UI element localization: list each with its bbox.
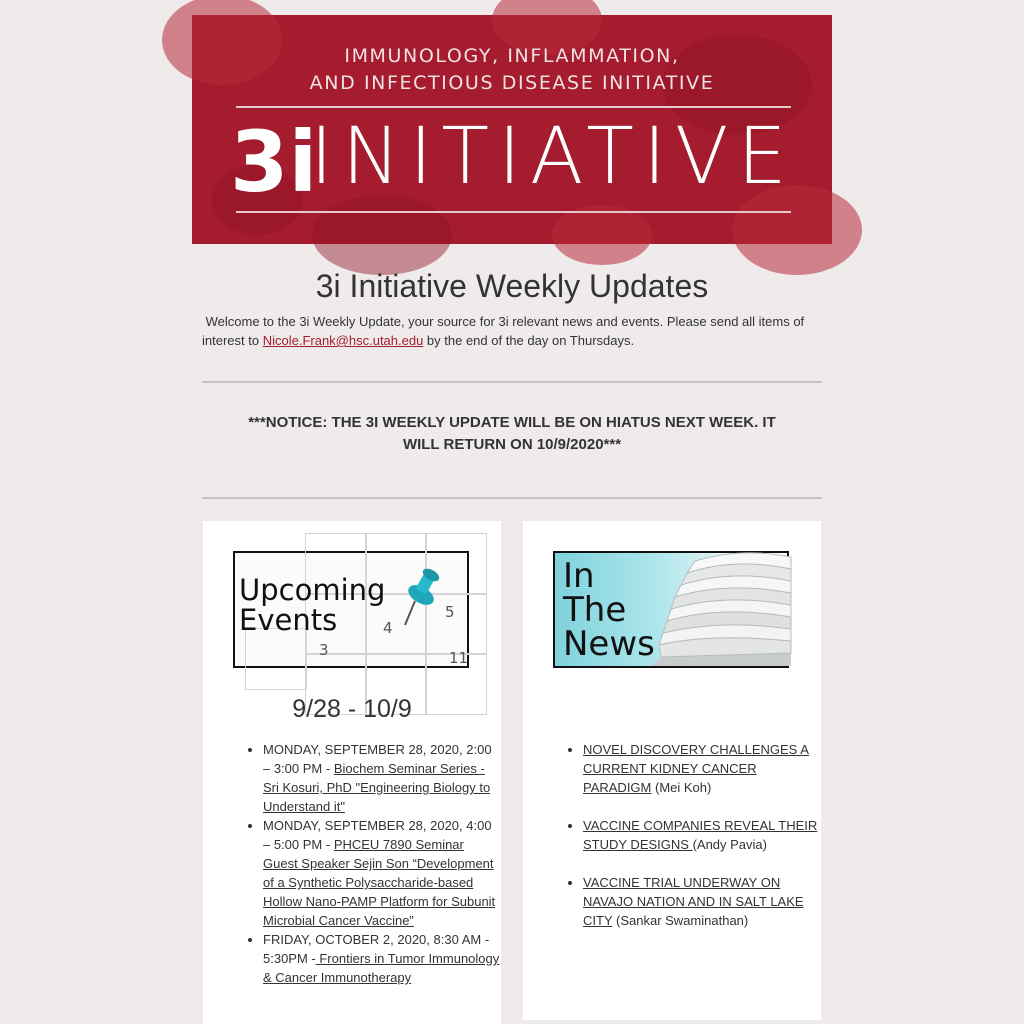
notice-line2: WILL RETURN ON 10/9/2020***: [402, 436, 622, 453]
intro-after: by the end of the day on Thursdays.: [423, 333, 635, 348]
hiatus-notice: [230, 412, 794, 456]
news-label-line1: In: [563, 556, 595, 596]
event-link[interactable]: PHCEU 7890 Seminar Guest Speaker Sejin Son “Development of a Synthetic Polysaccharide-based Hollow Nano-PAMP Platform for Subunit Microbial Cancer Vaccine”: [263, 837, 496, 928]
pushpin-icon: [393, 567, 443, 629]
events-date-range: 9/28 - 10/9: [292, 695, 412, 723]
news-label-line3: News: [563, 624, 655, 664]
news-list: [563, 740, 821, 949]
event-link[interactable]: Biochem Seminar Series - Sri Kosuri, PhD "Engineering Biology to Understand it": [263, 761, 491, 814]
notice-line1: ***NOTICE: THE 3I WEEKLY UPDATE WILL BE ON HIATUS NEXT WEEK. IT: [248, 414, 776, 431]
news-author: (Andy Pavia): [692, 837, 767, 852]
banner-rule-top: [236, 106, 791, 108]
news-author: (Mei Koh): [651, 780, 712, 795]
banner-subtitle: [192, 43, 832, 97]
intro-before: Welcome to the 3i Weekly Update, your source for 3i relevant news and events. Please send all items of interest to: [202, 314, 805, 348]
events-list: [243, 740, 501, 987]
banner-rule-bottom: [236, 211, 791, 213]
divider-top: [202, 381, 822, 383]
news-link[interactable]: VACCINE TRIAL UNDERWAY ON NAVAJO NATION AND IN SALT LAKE CITY: [583, 875, 804, 928]
contact-email-link[interactable]: Nicole.Frank@hsc.utah.edu: [262, 333, 424, 348]
news-item: [583, 816, 821, 854]
upcoming-label-line1: Upcoming: [239, 573, 386, 607]
newspaper-stack-icon: [641, 553, 791, 666]
3i-logo-text: 3i: [230, 113, 318, 211]
event-link[interactable]: Frontiers in Tumor Immunology & Cancer Immunotherapy: [263, 951, 500, 985]
upcoming-events-label: [239, 575, 385, 635]
event-datetime: MONDAY, SEPTEMBER 28, 2020, 4:00 – 5:00 PM -: [263, 818, 492, 852]
banner-subtitle-line1: IMMUNOLOGY, INFLAMMATION,: [344, 45, 680, 67]
intro-text: [202, 312, 822, 350]
divider-bottom: [202, 497, 822, 499]
upcoming-label-line2: Events: [239, 603, 338, 637]
news-link[interactable]: NOVEL DISCOVERY CHALLENGES A CURRENT KIDNEY CANCER PARADIGM: [583, 742, 809, 795]
banner-subtitle-line2: AND INFECTIOUS DISEASE INITIATIVE: [309, 72, 715, 94]
in-the-news-label: [563, 556, 655, 664]
in-the-news-image[interactable]: [553, 551, 789, 668]
news-item: [583, 873, 821, 930]
news-card: [523, 521, 821, 1020]
banner-wordmark: INITIATIVE: [310, 112, 796, 202]
news-author: (Sankar Swaminathan): [612, 913, 749, 928]
news-label-line2: The: [563, 590, 627, 630]
event-datetime: FRIDAY, OCTOBER 2, 2020, 8:30 AM - 5:30PM -: [263, 932, 490, 966]
upcoming-events-image[interactable]: 4 5 3 11 Upcoming Events: [233, 551, 469, 668]
news-link[interactable]: VACCINE COMPANIES REVEAL THEIR STUDY DESIGNS: [583, 818, 818, 852]
events-card: [203, 521, 501, 1024]
header-banner: [192, 15, 832, 244]
3i-logo: [230, 113, 318, 211]
page-title: 3i Initiative Weekly Updates: [315, 268, 709, 304]
event-item: [263, 930, 501, 987]
event-datetime: MONDAY, SEPTEMBER 28, 2020, 2:00 – 3:00 PM -: [263, 742, 492, 776]
event-item: [263, 740, 501, 816]
news-item: [583, 740, 821, 797]
event-item: [263, 816, 501, 930]
